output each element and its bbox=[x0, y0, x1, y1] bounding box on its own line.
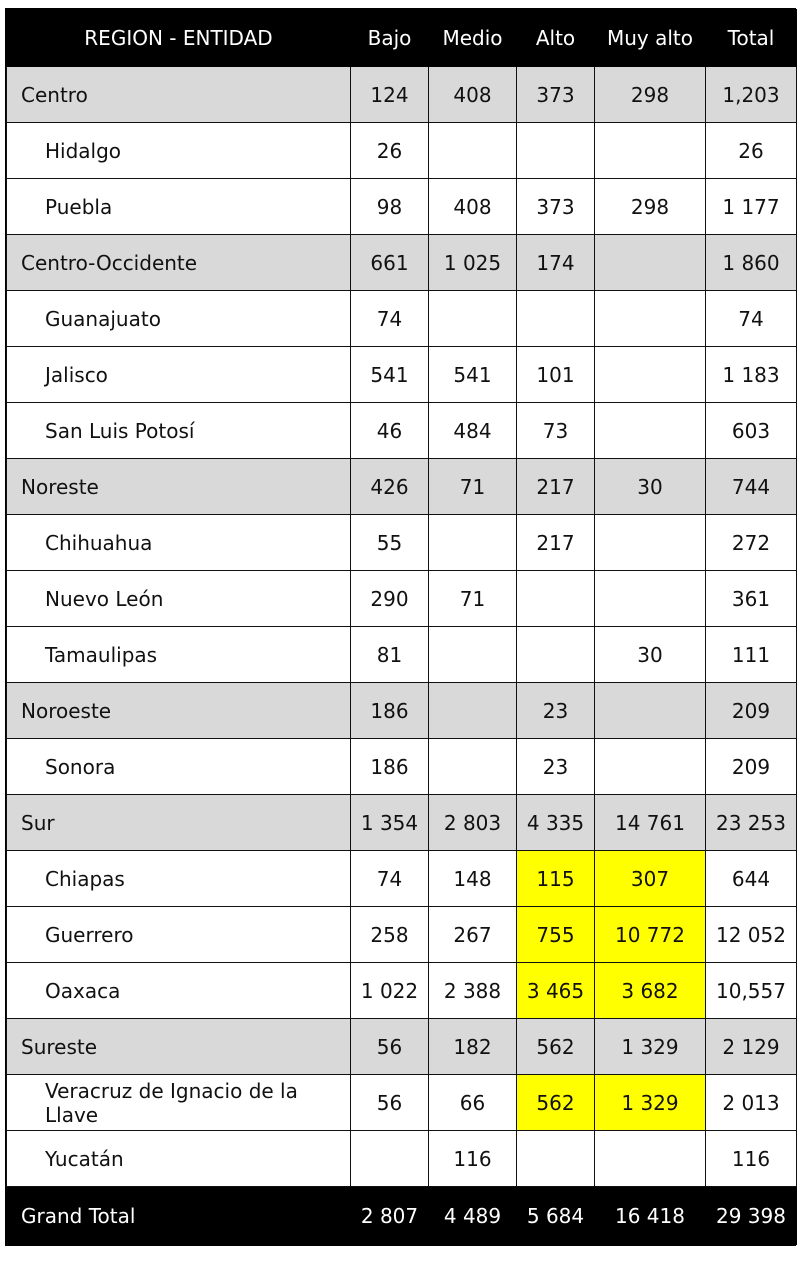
entity-row bbox=[7, 291, 797, 347]
grand-total-label: Grand Total bbox=[7, 1187, 351, 1245]
region-name-cell: Sur bbox=[7, 795, 351, 851]
muy-alto-cell: 14 761 bbox=[595, 795, 706, 851]
region-name-cell: Noroeste bbox=[7, 683, 351, 739]
entity-row bbox=[7, 179, 797, 235]
alto-cell: 174 bbox=[517, 235, 595, 291]
total-cell: 644 bbox=[706, 851, 797, 907]
grand-total-medio: 4 489 bbox=[429, 1187, 517, 1245]
region-name-cell: Centro-Occidente bbox=[7, 235, 351, 291]
region-row bbox=[7, 67, 797, 123]
medio-cell: 541 bbox=[429, 347, 517, 403]
region-row bbox=[7, 683, 797, 739]
medio-cell bbox=[429, 739, 517, 795]
alto-cell: 101 bbox=[517, 347, 595, 403]
alto-cell bbox=[517, 291, 595, 347]
bajo-cell: 186 bbox=[351, 683, 429, 739]
muy-alto-cell bbox=[595, 571, 706, 627]
medio-cell: 408 bbox=[429, 67, 517, 123]
medio-cell bbox=[429, 683, 517, 739]
alto-cell: 23 bbox=[517, 739, 595, 795]
entity-row bbox=[7, 403, 797, 459]
total-cell: 74 bbox=[706, 291, 797, 347]
muy-alto-cell bbox=[595, 123, 706, 179]
grand-total-muy-alto: 16 418 bbox=[595, 1187, 706, 1245]
region-row bbox=[7, 795, 797, 851]
bajo-cell: 426 bbox=[351, 459, 429, 515]
alto-cell: 562 bbox=[517, 1075, 595, 1131]
muy-alto-cell: 3 682 bbox=[595, 963, 706, 1019]
muy-alto-cell bbox=[595, 347, 706, 403]
bajo-cell: 661 bbox=[351, 235, 429, 291]
medio-cell: 71 bbox=[429, 571, 517, 627]
grand-total-row bbox=[7, 1187, 797, 1245]
medio-cell: 182 bbox=[429, 1019, 517, 1075]
alto-cell bbox=[517, 123, 595, 179]
region-row bbox=[7, 459, 797, 515]
total-cell: 209 bbox=[706, 683, 797, 739]
total-cell: 603 bbox=[706, 403, 797, 459]
region-name-cell: Sureste bbox=[7, 1019, 351, 1075]
total-cell: 1,203 bbox=[706, 67, 797, 123]
entity-row bbox=[7, 347, 797, 403]
entity-row bbox=[7, 571, 797, 627]
muy-alto-cell bbox=[595, 683, 706, 739]
total-cell: 361 bbox=[706, 571, 797, 627]
muy-alto-cell: 298 bbox=[595, 179, 706, 235]
muy-alto-cell: 30 bbox=[595, 459, 706, 515]
muy-alto-cell bbox=[595, 291, 706, 347]
bajo-cell: 26 bbox=[351, 123, 429, 179]
grand-total-bajo: 2 807 bbox=[351, 1187, 429, 1245]
alto-cell: 115 bbox=[517, 851, 595, 907]
alto-cell: 562 bbox=[517, 1019, 595, 1075]
muy-alto-cell: 1 329 bbox=[595, 1075, 706, 1131]
bajo-cell: 1 354 bbox=[351, 795, 429, 851]
alto-cell: 373 bbox=[517, 179, 595, 235]
medio-cell: 2 803 bbox=[429, 795, 517, 851]
entity-name-cell: San Luis Potosí bbox=[7, 403, 351, 459]
alto-cell: 373 bbox=[517, 67, 595, 123]
region-row bbox=[7, 1019, 797, 1075]
alto-cell bbox=[517, 571, 595, 627]
muy-alto-cell: 307 bbox=[595, 851, 706, 907]
entity-name-cell: Jalisco bbox=[7, 347, 351, 403]
bajo-cell: 55 bbox=[351, 515, 429, 571]
grand-total-alto: 5 684 bbox=[517, 1187, 595, 1245]
entity-name-cell: Tamaulipas bbox=[7, 627, 351, 683]
risk-table-container bbox=[5, 8, 796, 1246]
total-cell: 116 bbox=[706, 1131, 797, 1187]
bajo-cell: 290 bbox=[351, 571, 429, 627]
region-name-cell: Centro bbox=[7, 67, 351, 123]
total-cell: 209 bbox=[706, 739, 797, 795]
medio-cell: 484 bbox=[429, 403, 517, 459]
header-bajo: Bajo bbox=[351, 10, 429, 67]
bajo-cell: 1 022 bbox=[351, 963, 429, 1019]
alto-cell: 755 bbox=[517, 907, 595, 963]
medio-cell: 71 bbox=[429, 459, 517, 515]
bajo-cell: 74 bbox=[351, 291, 429, 347]
alto-cell: 217 bbox=[517, 515, 595, 571]
entity-row bbox=[7, 739, 797, 795]
bajo-cell: 258 bbox=[351, 907, 429, 963]
alto-cell: 217 bbox=[517, 459, 595, 515]
medio-cell: 116 bbox=[429, 1131, 517, 1187]
muy-alto-cell: 30 bbox=[595, 627, 706, 683]
risk-table bbox=[6, 9, 797, 1245]
medio-cell: 148 bbox=[429, 851, 517, 907]
muy-alto-cell bbox=[595, 739, 706, 795]
muy-alto-cell: 298 bbox=[595, 67, 706, 123]
entity-row bbox=[7, 907, 797, 963]
muy-alto-cell: 10 772 bbox=[595, 907, 706, 963]
header-row bbox=[7, 10, 797, 67]
total-cell: 1 860 bbox=[706, 235, 797, 291]
header-alto: Alto bbox=[517, 10, 595, 67]
alto-cell: 23 bbox=[517, 683, 595, 739]
entity-row bbox=[7, 123, 797, 179]
medio-cell: 1 025 bbox=[429, 235, 517, 291]
muy-alto-cell bbox=[595, 403, 706, 459]
bajo-cell: 56 bbox=[351, 1075, 429, 1131]
total-cell: 26 bbox=[706, 123, 797, 179]
entity-name-cell: Nuevo León bbox=[7, 571, 351, 627]
muy-alto-cell: 1 329 bbox=[595, 1019, 706, 1075]
header-total: Total bbox=[706, 10, 797, 67]
total-cell: 10,557 bbox=[706, 963, 797, 1019]
medio-cell bbox=[429, 123, 517, 179]
muy-alto-cell bbox=[595, 235, 706, 291]
total-cell: 2 013 bbox=[706, 1075, 797, 1131]
entity-name-cell: Chiapas bbox=[7, 851, 351, 907]
alto-cell: 4 335 bbox=[517, 795, 595, 851]
entity-row bbox=[7, 1075, 797, 1131]
total-cell: 744 bbox=[706, 459, 797, 515]
bajo-cell: 541 bbox=[351, 347, 429, 403]
total-cell: 12 052 bbox=[706, 907, 797, 963]
header-medio: Medio bbox=[429, 10, 517, 67]
entity-row bbox=[7, 627, 797, 683]
bajo-cell: 56 bbox=[351, 1019, 429, 1075]
entity-row bbox=[7, 851, 797, 907]
total-cell: 272 bbox=[706, 515, 797, 571]
alto-cell: 73 bbox=[517, 403, 595, 459]
entity-row bbox=[7, 515, 797, 571]
alto-cell bbox=[517, 1131, 595, 1187]
medio-cell bbox=[429, 515, 517, 571]
total-cell: 23 253 bbox=[706, 795, 797, 851]
entity-row bbox=[7, 963, 797, 1019]
alto-cell bbox=[517, 627, 595, 683]
total-cell: 1 183 bbox=[706, 347, 797, 403]
bajo-cell: 186 bbox=[351, 739, 429, 795]
bajo-cell: 124 bbox=[351, 67, 429, 123]
region-name-cell: Noreste bbox=[7, 459, 351, 515]
total-cell: 111 bbox=[706, 627, 797, 683]
bajo-cell: 81 bbox=[351, 627, 429, 683]
entity-name-cell: Sonora bbox=[7, 739, 351, 795]
bajo-cell: 46 bbox=[351, 403, 429, 459]
medio-cell: 267 bbox=[429, 907, 517, 963]
total-cell: 1 177 bbox=[706, 179, 797, 235]
total-cell: 2 129 bbox=[706, 1019, 797, 1075]
grand-total-total: 29 398 bbox=[706, 1187, 797, 1245]
muy-alto-cell bbox=[595, 1131, 706, 1187]
alto-cell: 3 465 bbox=[517, 963, 595, 1019]
medio-cell bbox=[429, 291, 517, 347]
muy-alto-cell bbox=[595, 515, 706, 571]
entity-name-cell: Oaxaca bbox=[7, 963, 351, 1019]
medio-cell: 408 bbox=[429, 179, 517, 235]
region-row bbox=[7, 235, 797, 291]
bajo-cell bbox=[351, 1131, 429, 1187]
medio-cell bbox=[429, 627, 517, 683]
entity-name-cell: Chihuahua bbox=[7, 515, 351, 571]
medio-cell: 2 388 bbox=[429, 963, 517, 1019]
header-muy-alto: Muy alto bbox=[595, 10, 706, 67]
entity-name-cell: Hidalgo bbox=[7, 123, 351, 179]
table-body bbox=[7, 67, 797, 1187]
bajo-cell: 74 bbox=[351, 851, 429, 907]
entity-name-cell: Guerrero bbox=[7, 907, 351, 963]
entity-name-cell: Veracruz de Ignacio de la Llave bbox=[7, 1075, 351, 1131]
medio-cell: 66 bbox=[429, 1075, 517, 1131]
entity-name-cell: Yucatán bbox=[7, 1131, 351, 1187]
entity-name-cell: Puebla bbox=[7, 179, 351, 235]
header-region-entidad: REGION - ENTIDAD bbox=[7, 10, 351, 67]
entity-row bbox=[7, 1131, 797, 1187]
bajo-cell: 98 bbox=[351, 179, 429, 235]
entity-name-cell: Guanajuato bbox=[7, 291, 351, 347]
